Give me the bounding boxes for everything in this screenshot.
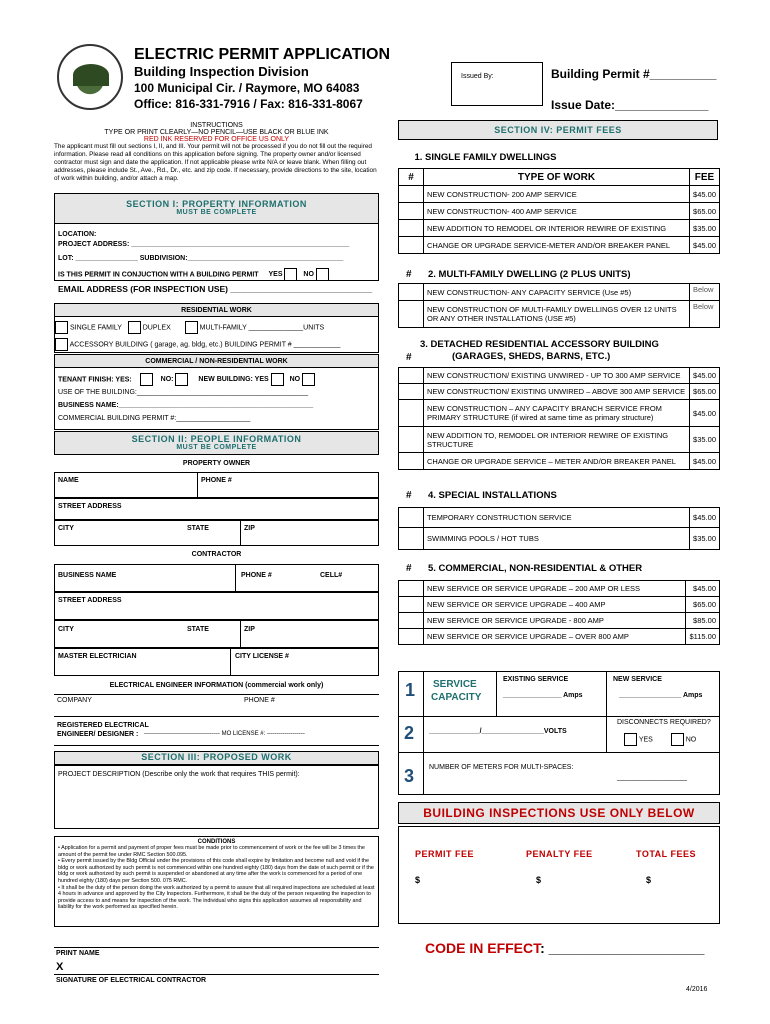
engineer-info-title: ELECTRICAL ENGINEER INFORMATION (commercial work only) [109, 682, 324, 689]
instructions-body: The applicant must fill out sections I, II, and III. Your permit will not be processed if you do not fill out the required information. Please read all conditions on this application before signing. The property owner and/or licensed contractor must sign and date the application. If not applicable please write N/A or leave blank. When filling out addresses, please include St., Ave., Rd., Dr., etc. and zip code. If necessary, provide directions to the site, location of work within building, and/or attach a map. [54, 143, 377, 182]
commercial-row [399, 597, 720, 613]
work-type-cell: NEW CONSTRUCTION/ EXISTING UNWIRED – ABOVE 300 AMP SERVICE [424, 384, 690, 400]
detached-row [399, 368, 720, 384]
new-building-label: NEW BUILDING: YES [198, 376, 269, 384]
work-type-cell: NEW CONSTRUCTION- ANY CAPACITY SERVICE (Use #5) [424, 284, 690, 301]
duplex-checkbox[interactable] [128, 321, 141, 334]
quantity-cell[interactable] [399, 528, 424, 550]
conjunction-no-checkbox[interactable] [316, 268, 329, 281]
detached-fee-table [398, 367, 720, 470]
conditions-box [54, 836, 379, 927]
service-label: SERVICE [433, 679, 477, 690]
quantity-cell[interactable] [399, 368, 424, 384]
work-type-cell: CHANGE OR UPGRADE SERVICE-METER AND/OR BREAKER PANEL [424, 237, 690, 254]
contractor-city-row[interactable] [54, 620, 379, 648]
owner-city-label: CITY [58, 525, 74, 532]
multi-family-title: 2. MULTI-FAMILY DWELLING (2 PLUS UNITS) [428, 269, 631, 280]
single-family-row [399, 237, 720, 254]
section-2-must: MUST BE COMPLETE [176, 444, 257, 451]
single-family-row [399, 203, 720, 220]
fee-cell: $45.00 [690, 368, 720, 384]
multi-family-fee-table [398, 283, 720, 328]
existing-amps-field[interactable]: _______________ Amps [503, 692, 583, 699]
single-family-fee-table [398, 168, 720, 254]
conjunction-yes-checkbox[interactable] [284, 268, 297, 281]
condition-2: • Every permit issued by the Bldg Official under the provisions of this code shall expire by limitation and become null and void if the bldg or work authorized by such permit is not commenced within one hundred eighty (180) days from the date of such permit or if the bldg or work authorized by such permit is suspended or abandoned at any time after the work is commenced for a period of one hundred eighty (180) days per Section 500. 075 RMC. [58, 858, 374, 884]
quantity-cell[interactable] [399, 284, 424, 301]
contractor-city-label: CITY [58, 626, 74, 633]
owner-zip-label: ZIP [244, 525, 255, 532]
work-type-cell: NEW SERVICE OR SERVICE UPGRADE – 400 AMP [424, 597, 686, 613]
owner-name-label: NAME [58, 477, 79, 484]
owner-street-row[interactable] [54, 498, 379, 520]
location-label: LOCATION: [58, 231, 97, 238]
owner-state-label: STATE [187, 525, 209, 532]
volts-field[interactable]: _____________/________________VOLTS [429, 728, 567, 735]
commercial-hash: # [406, 563, 412, 574]
section-3-header [54, 751, 379, 765]
company-label: COMPANY [57, 697, 92, 704]
type-of-work-header: TYPE OF WORK [424, 169, 690, 186]
single-family-row [399, 220, 720, 237]
single-family-row [399, 186, 720, 203]
tenant-finish-label: TENANT FINISH: YES: [58, 376, 132, 384]
fee-cell: $35.00 [690, 528, 720, 550]
conjunction-question [58, 268, 329, 281]
fee-cell: $45.00 [690, 508, 720, 528]
section-3-title: SECTION III: PROPOSED WORK [141, 752, 292, 762]
fee-cell: $65.00 [690, 384, 720, 400]
mo-license-field[interactable]: -------------------------------------- MO LICENSE #: ------------------- [144, 731, 305, 737]
residential-title: RESIDENTIAL WORK [55, 304, 378, 317]
engineer-company-row[interactable] [54, 694, 379, 714]
meters-field[interactable]: __________________ [617, 774, 688, 781]
total-fees-label: TOTAL FEES [636, 849, 697, 859]
disconnects-yes-label: YES [638, 736, 653, 744]
contractor-business-row[interactable] [54, 564, 379, 592]
condition-3: • It shall be the duty of the person doing the work authorized by a permit to assure that all required inspections are scheduled at least 4 hours in advance and approved by the City Inspectors. Furthermore, it shall be the duty of the person requesting the inspection to provide access to and means for inspection of the work. The individual who signs this application assumes all responsibility and liability for the work performed as specified herein. [58, 884, 375, 911]
residential-work [54, 303, 379, 353]
email-field[interactable]: EMAIL ADDRESS (FOR INSPECTION USE) ______________________________ [58, 284, 373, 294]
commercial-row [399, 581, 720, 597]
code-in-effect[interactable] [425, 940, 704, 956]
contractor-zip-label: ZIP [244, 626, 255, 633]
new-amps-field[interactable]: ________________ Amps [619, 692, 703, 699]
contractor-state-label: STATE [187, 626, 209, 633]
new-building-yes-checkbox[interactable] [271, 373, 284, 386]
instructions-block [54, 122, 379, 184]
owner-phone-label: PHONE # [201, 477, 232, 484]
fee-cell: $65.00 [690, 203, 720, 220]
contractor-phone-label: PHONE # [241, 572, 272, 579]
fee-cell: Below [690, 301, 720, 328]
work-type-cell: NEW CONSTRUCTION- 400 AMP SERVICE [424, 203, 690, 220]
hash-header: # [399, 169, 424, 186]
quantity-cell[interactable] [399, 400, 424, 427]
permit-fee-dollar[interactable]: $ [415, 875, 421, 885]
conjunction-yes-label: YES [268, 271, 283, 279]
fee-cell: $35.00 [690, 427, 720, 453]
engineer-designer-row[interactable] [54, 716, 379, 746]
work-type-cell: CHANGE OR UPGRADE SERVICE – METER AND/OR BREAKER PANEL [424, 453, 690, 470]
existing-service-label: EXISTING SERVICE [503, 676, 569, 683]
detached-title-1: 3. DETACHED RESIDENTIAL ACCESSORY BUILDING [420, 339, 659, 350]
section-1-must: MUST BE COMPLETE [176, 209, 257, 216]
contractor-street-row[interactable] [54, 592, 379, 620]
commercial-fee-table [398, 580, 720, 645]
quantity-cell[interactable] [399, 581, 424, 597]
fee-cell: $65.00 [686, 597, 720, 613]
special-title: 4. SPECIAL INSTALLATIONS [428, 490, 557, 501]
new-service-label: NEW SERVICE [613, 676, 662, 683]
detached-row [399, 427, 720, 453]
contractor-business-label: BUSINESS NAME [58, 572, 117, 579]
penalty-fee-label: PENALTY FEE [526, 849, 593, 859]
tenant-no-checkbox[interactable] [175, 373, 188, 386]
fee-cell: $45.00 [690, 453, 720, 470]
detached-row [399, 384, 720, 400]
duplex-label: DUPLEX [142, 324, 171, 332]
owner-street-label: STREET ADDRESS [58, 503, 122, 510]
fee-cell: $45.00 [690, 400, 720, 427]
work-type-cell: NEW CONSTRUCTION- 200 AMP SERVICE [424, 186, 690, 203]
fee-cell: $45.00 [690, 186, 720, 203]
quantity-cell[interactable] [399, 237, 424, 254]
city-license-label: CITY LICENSE # [235, 653, 289, 660]
commercial-fees-title: 5. COMMERCIAL, NON-RESIDENTIAL & OTHER [428, 563, 643, 574]
commercial-row [399, 613, 720, 629]
section-4-header [398, 120, 718, 140]
use-of-building-field[interactable]: USE OF THE BUILDING:____________________________________________ [58, 389, 309, 396]
section-1-title: SECTION I: PROPERTY INFORMATION [126, 199, 307, 209]
new-building-no-label: NO [289, 376, 301, 384]
section-2-header [54, 431, 379, 455]
signature-line[interactable] [54, 974, 379, 975]
work-type-cell: NEW CONSTRUCTION – ANY CAPACITY BRANCH SERVICE FROM PRIMARY STRUCTURE (if wired at same time as primary structure) [424, 400, 690, 427]
division-name: Building Inspection Division [134, 64, 309, 79]
quantity-cell[interactable] [399, 427, 424, 453]
accessory-checkbox[interactable] [55, 338, 68, 351]
signature-x: X [56, 961, 64, 973]
project-description-box[interactable] [54, 765, 379, 829]
fee-cell: Below [690, 284, 720, 301]
disconnects-label: DISCONNECTS REQUIRED? [617, 719, 711, 726]
work-type-cell: NEW SERVICE OR SERVICE UPGRADE – OVER 800 AMP [424, 629, 686, 645]
master-electrician-row[interactable] [54, 648, 379, 676]
section-2-title: SECTION II: PEOPLE INFORMATION [131, 434, 302, 444]
project-address-field[interactable]: PROJECT ADDRESS: ________________________________________________________ [58, 241, 350, 248]
commercial-title: COMMERCIAL / NON-RESIDENTIAL WORK [55, 355, 378, 368]
quantity-cell[interactable] [399, 220, 424, 237]
capacity-num-2: 2 [404, 723, 415, 743]
code-in-effect-label: CODE IN EFFECT [425, 940, 541, 956]
tenant-no-label: NO: [160, 376, 174, 384]
disconnects-no-checkbox[interactable] [671, 733, 684, 746]
disconnects-no-label: NO [685, 736, 697, 744]
quantity-cell[interactable] [399, 203, 424, 220]
single-family-title: 1. SINGLE FAMILY DWELLINGS [414, 152, 557, 163]
multi-hash: # [406, 269, 412, 280]
fee-cell: $115.00 [686, 629, 720, 645]
quantity-cell[interactable] [399, 384, 424, 400]
form-date: 4/2016 [686, 986, 708, 993]
quantity-cell[interactable] [399, 186, 424, 203]
contractor-cell-label: CELL# [320, 572, 343, 579]
service-capacity-block [398, 671, 720, 795]
multi-family-row [399, 284, 720, 301]
capacity-num-3: 3 [404, 766, 415, 786]
capacity-num-1: 1 [405, 680, 416, 700]
work-type-cell: TEMPORARY CONSTRUCTION SERVICE [424, 508, 690, 528]
designer-label: ENGINEER/ DESIGNER : [57, 731, 139, 738]
quantity-cell[interactable] [399, 301, 424, 328]
multi-family-row [399, 301, 720, 328]
accessory-label: ACCESSORY BUILDING ( garage, ag. bldg, etc.) BUILDING PERMIT # ____________ [69, 341, 341, 349]
commercial-row [399, 629, 720, 645]
conjunction-no-label: NO [303, 271, 314, 279]
lot-subdivision-field[interactable]: LOT: ________________ SUBDIVISION:________________________________________ [58, 255, 344, 262]
disconnects-yes-checkbox[interactable] [624, 733, 637, 746]
conjunction-label: IS THIS PERMIT IN CONJUCTION WITH A BUILDING PERMIT [58, 271, 259, 279]
work-type-cell: SWIMMING POOLS / HOT TUBS [424, 528, 690, 550]
multi-family-label: MULTI-FAMILY ______________UNITS [199, 324, 325, 332]
single-family-label: SINGLE FAMILY [69, 324, 122, 332]
detached-row [399, 400, 720, 427]
work-type-cell: NEW ADDITION TO REMODEL OR INTERIOR REWIRE OF EXISTING [424, 220, 690, 237]
condition-1: • Application for a permit and payment of proper fees must be made prior to commencement of work or the fee will be 3 times the amount of the permit fee under RMC Section 500.095. [58, 845, 365, 858]
owner-name-row[interactable] [54, 472, 379, 498]
multi-family-checkbox[interactable] [185, 321, 198, 334]
quantity-cell[interactable] [399, 453, 424, 470]
issued-by-label: Issued By: [461, 73, 494, 80]
signature-label: SIGNATURE OF ELECTRICAL CONTRACTOR [56, 977, 207, 984]
registered-label: REGISTERED ELECTRICAL [57, 722, 149, 729]
special-hash: # [406, 490, 412, 501]
single-family-checkbox[interactable] [55, 321, 68, 334]
form-title: ELECTRIC PERMIT APPLICATION [134, 46, 390, 63]
conditions-title: CONDITIONS [197, 839, 236, 845]
quantity-cell[interactable] [399, 597, 424, 613]
instructions-title: INSTRUCTIONS [190, 122, 243, 129]
detached-title-2: (GARAGES, SHEDS, BARNS, ETC.) [452, 351, 611, 362]
commercial-work [54, 354, 379, 430]
code-in-effect-field[interactable]: : ____________________ [540, 940, 705, 956]
detached-row [399, 453, 720, 470]
city-seal [57, 44, 123, 110]
fee-cell: $35.00 [690, 220, 720, 237]
office-phone: Office: 816-331-7916 / Fax: 816-331-8067 [134, 97, 363, 111]
work-type-cell: NEW ADDITION TO, REMODEL OR INTERIOR REWIRE OF EXISTING STRUCTURE [424, 427, 690, 453]
office-address: 100 Municipal Cir. / Raymore, MO 64083 [134, 81, 360, 95]
company-phone-label: PHONE # [244, 697, 275, 704]
total-fees-dollar[interactable]: $ [646, 875, 652, 885]
master-electrician-label: MASTER ELECTRICIAN [58, 653, 137, 660]
new-building-no-checkbox[interactable] [302, 373, 315, 386]
contractor-street-label: STREET ADDRESS [58, 597, 122, 604]
work-type-cell: NEW SERVICE OR SERVICE UPGRADE – 200 AMP OR LESS [424, 581, 686, 597]
fee-cell: $45.00 [690, 237, 720, 254]
issued-by-box[interactable] [451, 62, 543, 106]
work-type-cell: NEW CONSTRUCTION OF MULTI-FAMILY DWELLINGS OVER 12 UNITS OR ANY OTHER INSTALLATIONS (USE #5) [424, 301, 690, 328]
business-name-field[interactable]: BUSINESS NAME:__________________________________________________ [58, 402, 314, 409]
quantity-cell[interactable] [399, 508, 424, 528]
quantity-cell[interactable] [399, 629, 424, 645]
fee-cell: $45.00 [686, 581, 720, 597]
issue-date[interactable]: Issue Date:______________ [551, 98, 709, 112]
permit-fee-label: PERMIT FEE [415, 849, 475, 859]
commercial-permit-field[interactable]: COMMERCIAL BUILDING PERMIT #:___________________ [58, 415, 251, 422]
office-use-title: BUILDING INSPECTIONS USE ONLY BELOW [423, 806, 695, 820]
contractor-title: CONTRACTOR [191, 551, 242, 558]
fee-cell: $85.00 [686, 613, 720, 629]
special-row [399, 508, 720, 528]
tenant-yes-checkbox[interactable] [140, 373, 153, 386]
instructions-ink: TYPE OR PRINT CLEARLY—NO PENCIL—USE BLACK OR BLUE INK [104, 129, 329, 136]
special-fee-table [398, 507, 720, 550]
detached-hash: # [406, 352, 412, 363]
penalty-fee-dollar[interactable]: $ [536, 875, 542, 885]
capacity-label: CAPACITY [431, 692, 482, 703]
building-permit-number[interactable]: Building Permit #__________ [551, 67, 717, 81]
work-type-cell: NEW CONSTRUCTION/ EXISTING UNWIRED - UP TO 300 AMP SERVICE [424, 368, 690, 384]
office-fees-box [398, 826, 720, 924]
section-4-title: SECTION IV: PERMIT FEES [494, 125, 622, 135]
meters-label: NUMBER OF METERS FOR MULTI-SPACES: [429, 764, 574, 771]
office-use-header [398, 802, 720, 824]
special-row [399, 528, 720, 550]
property-owner-title: PROPERTY OWNER [182, 460, 251, 467]
work-type-cell: NEW SERVICE OR SERVICE UPGRADE - 800 AMP [424, 613, 686, 629]
print-name-label: PRINT NAME [56, 950, 100, 957]
quantity-cell[interactable] [399, 613, 424, 629]
instructions-red-ink: RED INK RESERVED FOR OFFICE US ONLY [143, 136, 290, 143]
project-description-label: PROJECT DESCRIPTION (Describe only the work that requires THIS permit): [58, 771, 300, 778]
owner-city-row[interactable] [54, 520, 379, 546]
fee-header: FEE [690, 169, 720, 186]
print-name-line[interactable] [54, 947, 379, 948]
